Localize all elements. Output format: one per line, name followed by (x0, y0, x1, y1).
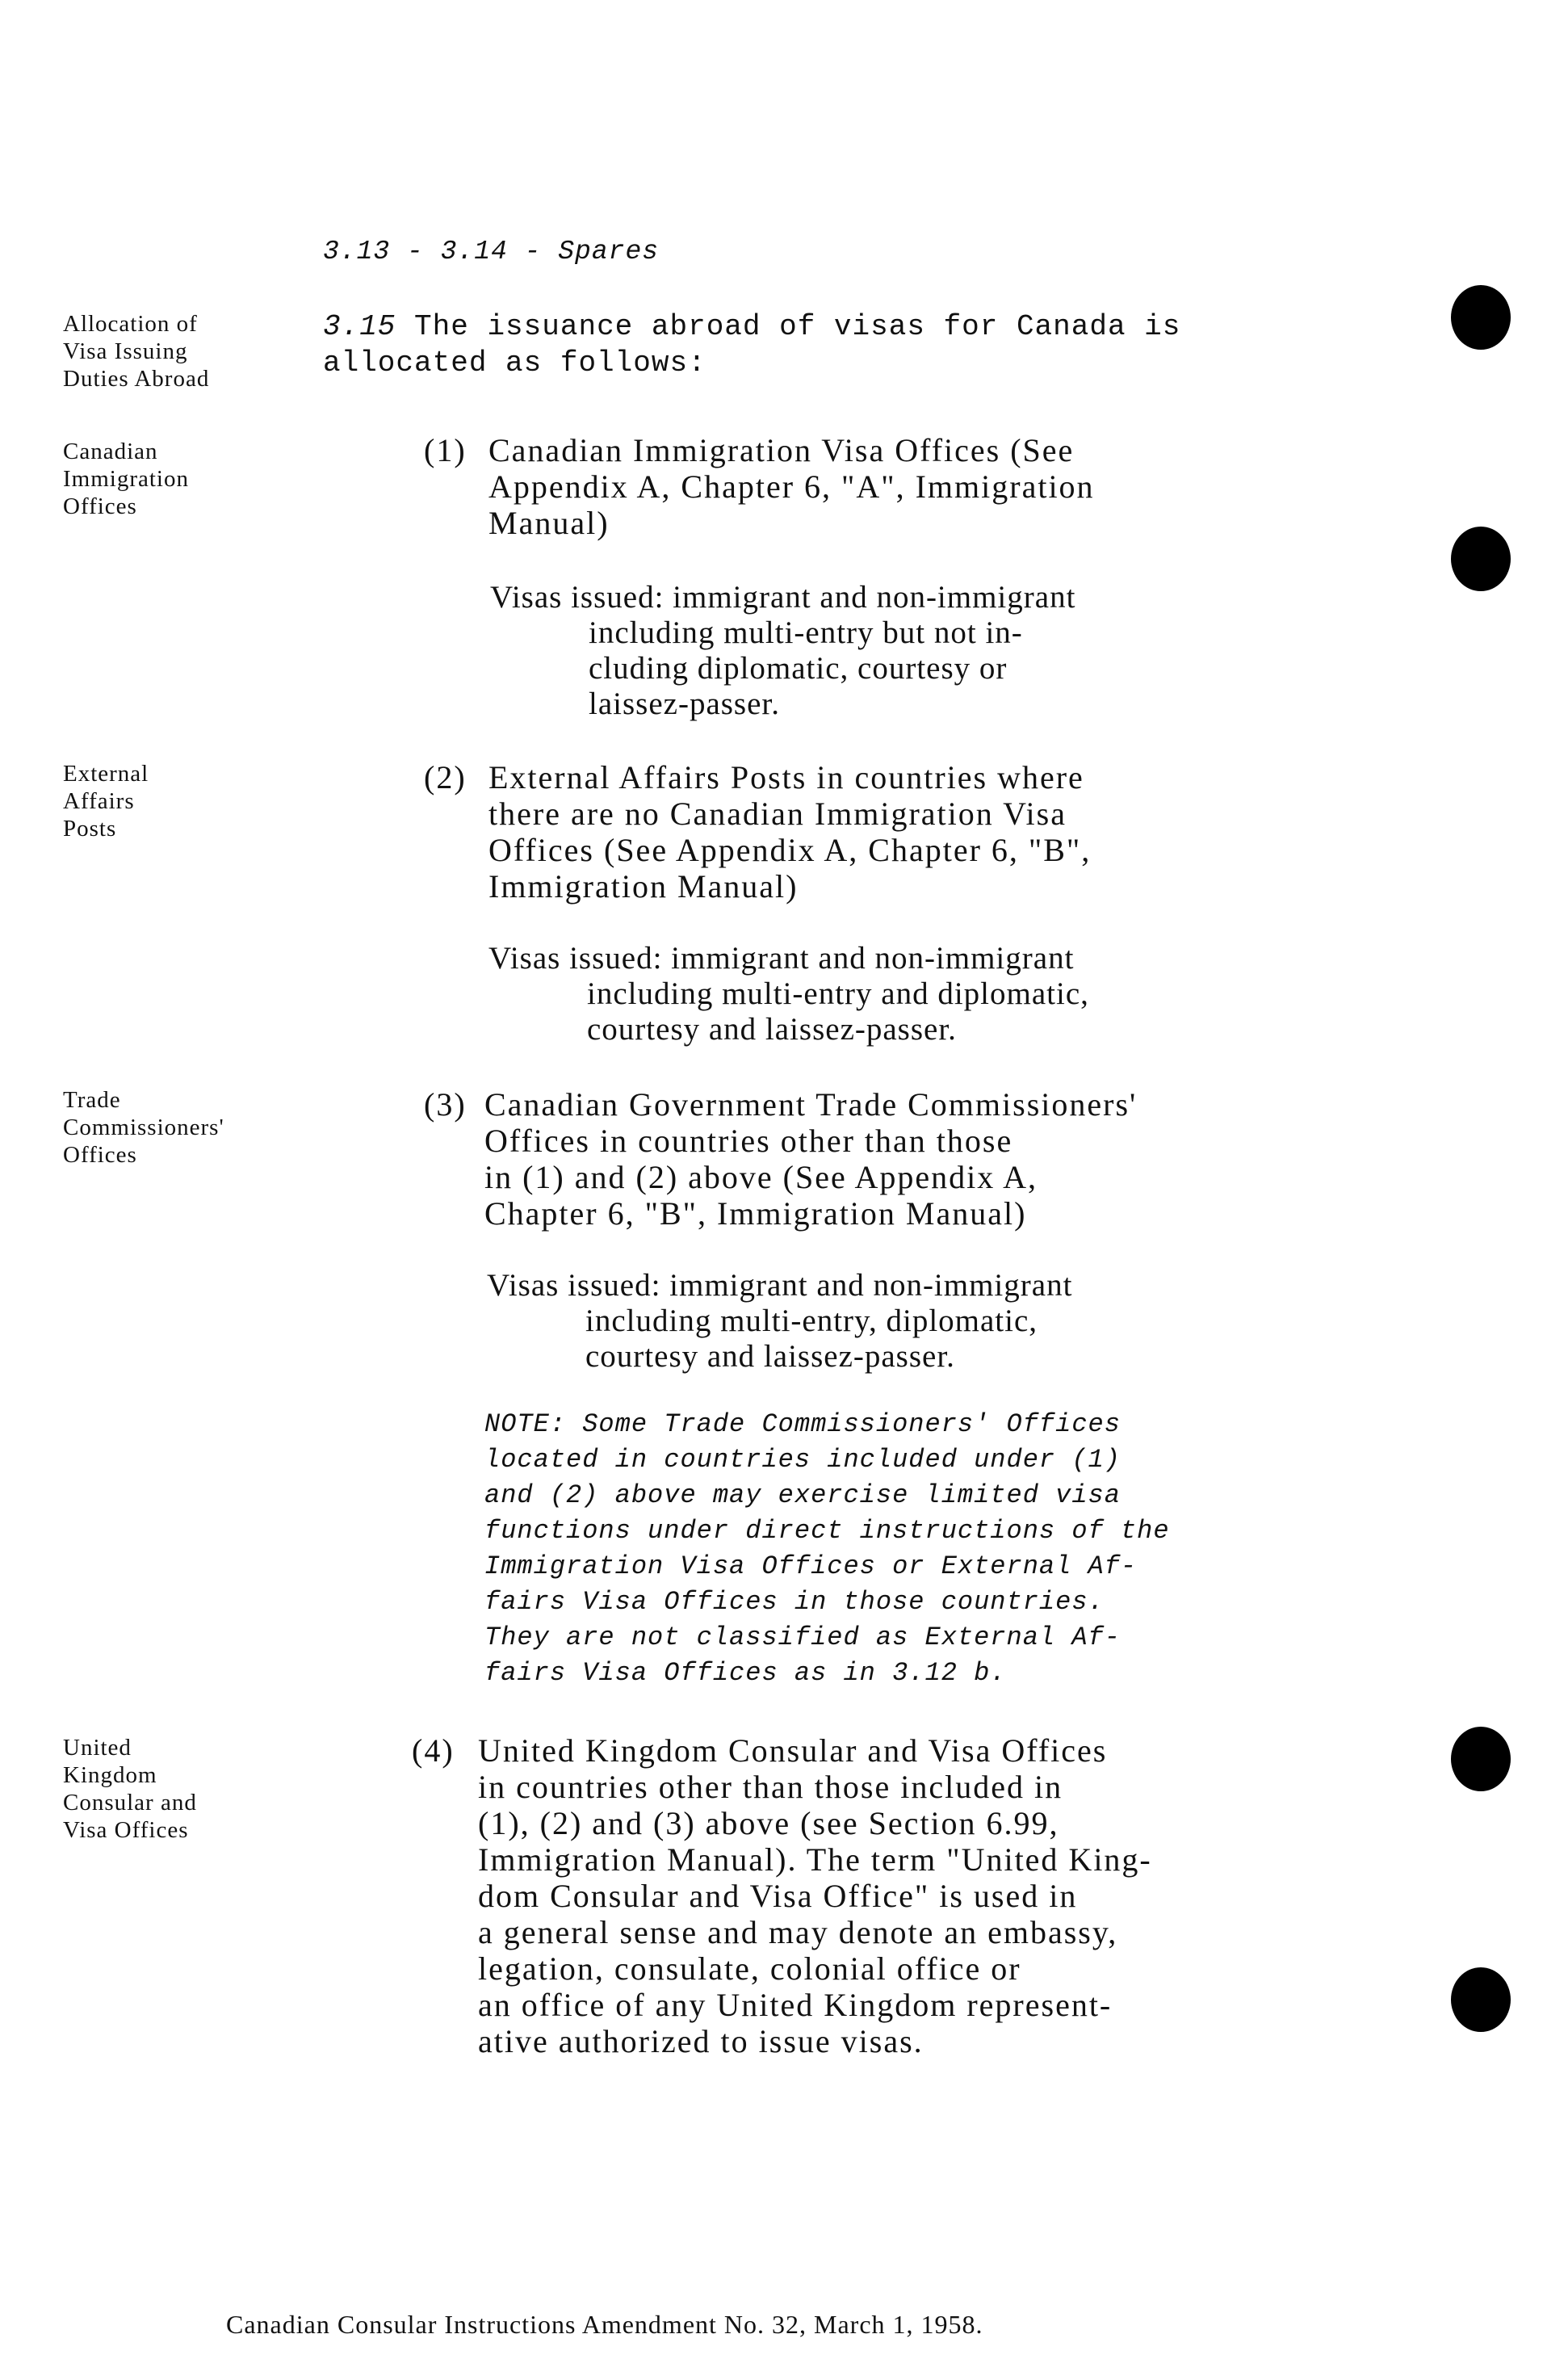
page-footer: Canadian Consular Instructions Amendment No. 32, March 1, 1958. (226, 2310, 983, 2339)
visas-line: including multi-entry but not in- (589, 615, 1023, 650)
note-line: and (2) above may exercise limited visa (484, 1480, 1121, 1510)
punch-hole-icon (1451, 1967, 1511, 2032)
visas-line: including multi-entry, diplomatic, (585, 1303, 1038, 1338)
visas-line: courtesy and laissez-passer. (587, 1012, 957, 1047)
note-block (484, 1407, 1211, 1691)
item-number: (1) (424, 432, 467, 468)
visas-line: courtesy and laissez-passer. (585, 1339, 955, 1374)
margin-note-line: Visa Offices (63, 1817, 189, 1843)
margin-note-line: Kingdom (63, 1762, 157, 1788)
item-line: in (1) and (2) above (See Appendix A, (484, 1159, 1038, 1195)
margin-note-line: External (63, 761, 149, 787)
item-line: Immigration Manual) (488, 868, 799, 905)
section-3-15-intro (323, 309, 1235, 381)
margin-note-line: Canadian (63, 439, 158, 464)
item-number: (3) (424, 1086, 467, 1123)
margin-note-line: Immigration (63, 466, 189, 492)
margin-note-line: United (63, 1735, 132, 1761)
margin-note-external-affairs (63, 760, 289, 842)
note-line: They are not classified as External Af- (484, 1622, 1121, 1652)
note-line: fairs Visa Offices as in 3.12 b. (484, 1658, 1007, 1688)
item-line: dom Consular and Visa Office" is used in (478, 1878, 1078, 1914)
note-line: fairs Visa Offices in those countries. (484, 1587, 1105, 1617)
visas-line: laissez-passer. (589, 686, 781, 721)
visas-issued-2 (488, 941, 1089, 1047)
margin-note-trade-commissioners (63, 1086, 289, 1169)
item-line: Immigration Manual). The term "United King- (478, 1841, 1152, 1878)
margin-note-line: Trade (63, 1087, 121, 1113)
margin-note-united-kingdom (63, 1734, 289, 1844)
item-line: in countries other than those included in (478, 1769, 1063, 1805)
visas-lead: Visas issued: immigrant and non-immigrant (488, 941, 1075, 976)
margin-note-line: Offices (63, 1142, 137, 1168)
note-line: functions under direct instructions of the (484, 1516, 1170, 1546)
margin-note-allocation (63, 310, 289, 392)
margin-note-line: Allocation of (63, 311, 198, 337)
punch-hole-icon (1451, 285, 1511, 350)
item-line: a general sense and may denote an embassy, (478, 1914, 1118, 1950)
item-number: (4) (412, 1732, 455, 1769)
item-line: ative authorized to issue visas. (478, 2023, 924, 2059)
visas-line: cluding diplomatic, courtesy or (589, 651, 1008, 686)
margin-note-line: Consular and (63, 1790, 197, 1816)
margin-note-line: Commissioners' (63, 1115, 224, 1140)
visas-issued-3 (487, 1268, 1072, 1375)
item-line: legation, consulate, colonial office or (478, 1950, 1021, 1987)
margin-note-line: Offices (63, 493, 137, 519)
item-line: External Affairs Posts in countries where (488, 759, 1084, 795)
visas-line: including multi-entry and diplomatic, (587, 976, 1089, 1011)
margin-note-line: Posts (63, 816, 117, 842)
item-line: Chapter 6, "B", Immigration Manual) (484, 1195, 1027, 1232)
punch-hole-icon (1451, 1727, 1511, 1791)
item-line: Canadian Government Trade Commissioners' (484, 1086, 1138, 1123)
note-line: NOTE: Some Trade Commissioners' Offices (484, 1409, 1121, 1439)
item-line: Manual) (488, 505, 610, 541)
item-line: Appendix A, Chapter 6, "A", Immigration (488, 468, 1095, 505)
visas-issued-1 (490, 580, 1075, 722)
intro-line: allocated as follows: (323, 346, 706, 380)
item-line: Offices (See Appendix A, Chapter 6, "B", (488, 832, 1092, 868)
item-line: there are no Canadian Immigration Visa (488, 795, 1067, 832)
item-line: Canadian Immigration Visa Offices (See (488, 432, 1075, 468)
visas-lead: Visas issued: immigrant and non-immigrant (490, 580, 1076, 615)
margin-note-line: Affairs (63, 788, 135, 814)
spares-heading: 3.13 - 3.14 - Spares (323, 237, 660, 267)
item-line: Offices in countries other than those (484, 1123, 1013, 1159)
note-line: Immigration Visa Offices or External Af- (484, 1551, 1138, 1581)
margin-note-line: Visa Issuing (63, 338, 188, 364)
margin-note-line: Duties Abroad (63, 366, 210, 392)
note-line: located in countries included under (1) (484, 1445, 1121, 1475)
item-line: an office of any United Kingdom represent- (478, 1987, 1113, 2023)
intro-line: The issuance abroad of visas for Canada is (414, 310, 1181, 343)
margin-note-canadian-immigration (63, 438, 289, 520)
visas-lead: Visas issued: immigrant and non-immigrant (487, 1268, 1073, 1303)
item-line: (1), (2) and (3) above (see Section 6.99, (478, 1805, 1059, 1841)
item-number: (2) (424, 759, 467, 795)
section-number: 3.15 (323, 310, 396, 343)
punch-hole-icon (1451, 527, 1511, 591)
item-line: United Kingdom Consular and Visa Offices (478, 1732, 1108, 1769)
